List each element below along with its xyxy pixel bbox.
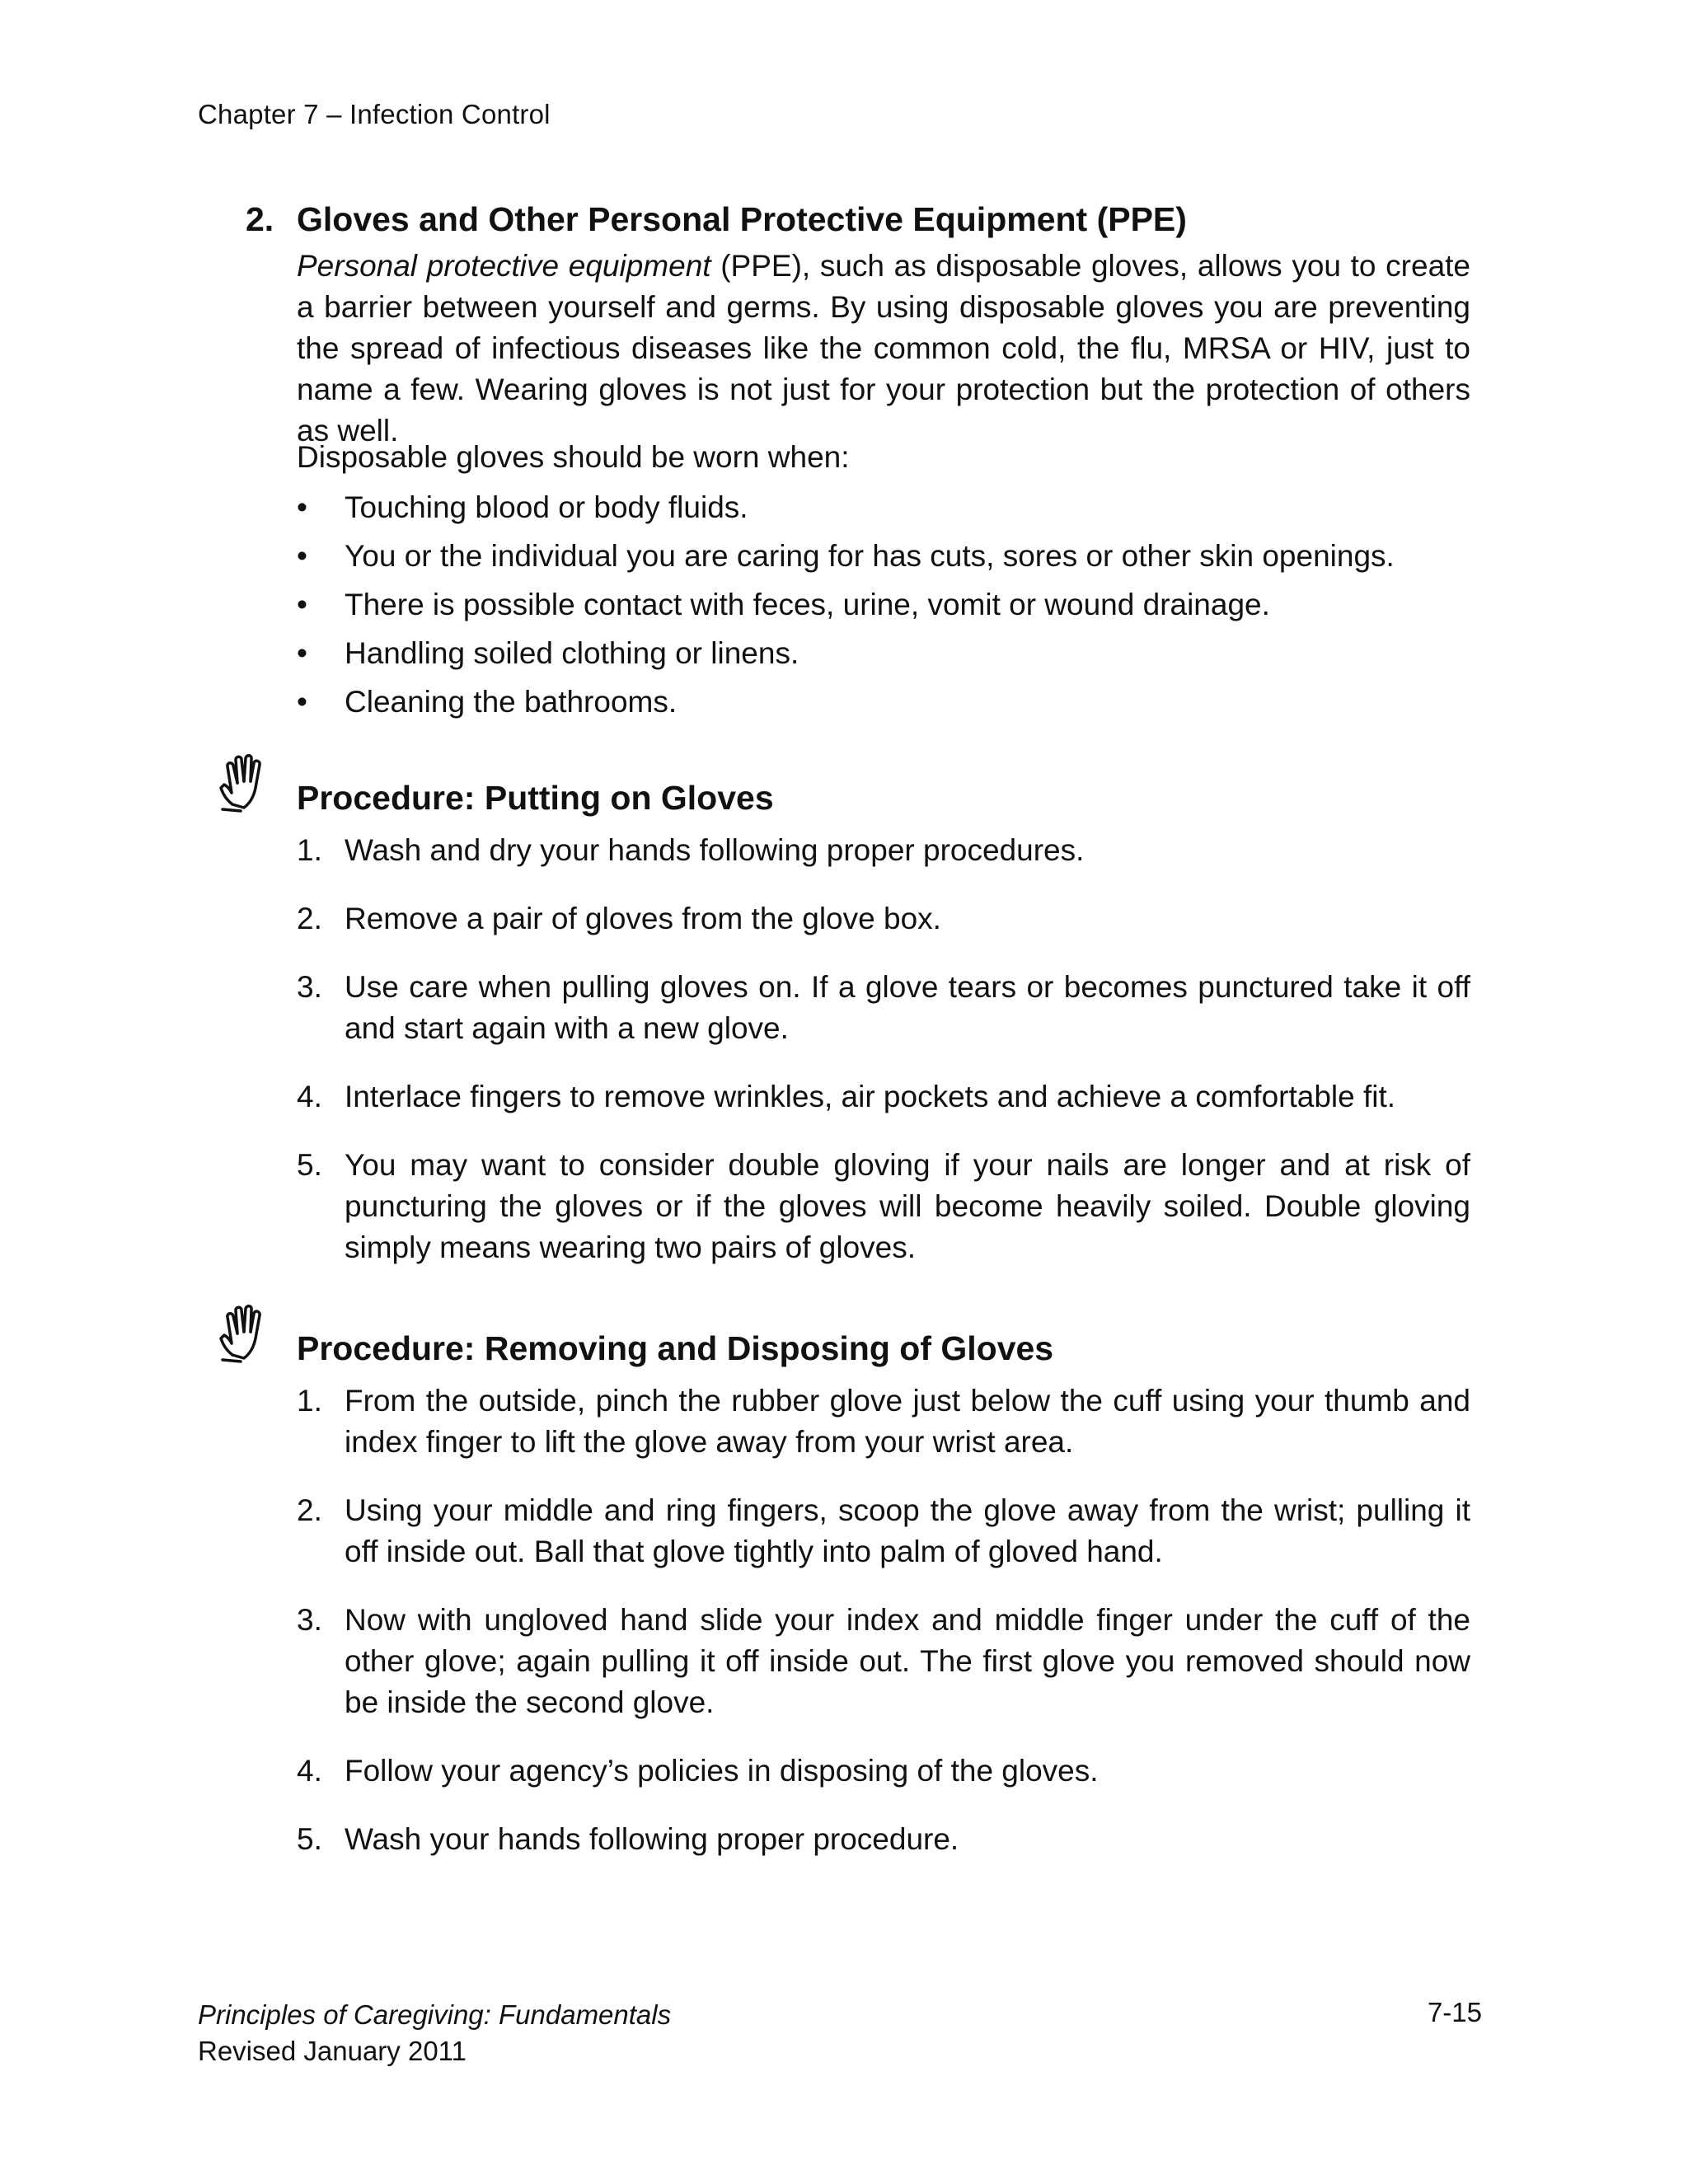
bullet-symbol: •	[297, 636, 307, 670]
list-item: 1. From the outside, pinch the rubber glove just below the cuff using your thumb and index finger to lift the glove away from your wrist area.	[297, 1384, 1470, 1459]
intro-text: (PPE), such as disposable gloves, allows you to create a barrier between yourself and germs. By using disposable gloves you are preventing the spread of infectious diseases like the common cold, the flu, MRSA or HIV, just to name a few. Wearing gloves is not just for your protection but the protection of others as well.	[297, 249, 1470, 448]
page-number: 7-15	[1427, 1997, 1482, 2027]
section-number: 2.	[246, 200, 274, 238]
procedure-title: Procedure: Removing and Disposing of Gloves	[297, 1329, 1054, 1367]
list-item: 3. Now with ungloved hand slide your index and middle finger under the cuff of the other glove; again pulling it off inside out. The first glove you removed should now be inside the second glove.	[297, 1603, 1470, 1719]
list-item: 1. Wash and dry your hands following proper procedures.	[297, 833, 1085, 867]
bullet-block	[297, 437, 1470, 726]
list-item: • There is possible contact with feces, urine, vomit or wound drainage.	[297, 580, 1470, 629]
hand-icon	[216, 752, 279, 814]
bullet-list	[297, 483, 1470, 726]
list-item: 4. Follow your agency’s policies in disposing of the gloves.	[297, 1754, 1099, 1788]
list-item: • Touching blood or body fluids.	[297, 483, 1470, 532]
hand-icon	[216, 1302, 279, 1365]
intro-paragraph	[297, 246, 1470, 452]
list-item: 2. Remove a pair of gloves from the glove box.	[297, 902, 941, 935]
list-item: 2. Using your middle and ring fingers, scoop the glove away from the wrist; pulling it off inside out. Ball that glove tightly into palm of gloved hand.	[297, 1493, 1470, 1568]
list-item: • Handling soiled clothing or linens.	[297, 629, 1470, 677]
footer-book-title: Principles of Caregiving: Fundamentals	[198, 1999, 672, 2030]
section-title: Gloves and Other Personal Protective Equipment (PPE)	[297, 200, 1187, 238]
list-item: 4. Interlace fingers to remove wrinkles, air pockets and achieve a comfortable fit.	[297, 1080, 1396, 1113]
bullet-symbol: •	[297, 490, 307, 524]
list-intro: Disposable gloves should be worn when:	[297, 440, 850, 474]
footer-revised: Revised January 2011	[198, 2036, 467, 2066]
list-item: 3. Use care when pulling gloves on. If a glove tears or becomes punctured take it off and start again with a new glove.	[297, 970, 1470, 1045]
list-item: • Cleaning the bathrooms.	[297, 677, 1470, 726]
intro-term: Personal protective equipment	[297, 249, 711, 283]
bullet-symbol: •	[297, 588, 307, 621]
procedure-steps-removing	[297, 1380, 1470, 1887]
bullet-symbol: •	[297, 685, 307, 719]
list-item: • You or the individual you are caring for has cuts, sores or other skin openings.	[297, 532, 1470, 580]
procedure-steps-putting-on	[297, 830, 1470, 1296]
page-footer	[198, 1997, 671, 2069]
list-item: 5. You may want to consider double gloving if your nails are longer and at risk of puncturing the gloves or if the gloves will become heavily soiled. Double gloving simply means wearing two pairs of gloves.	[297, 1148, 1470, 1264]
bullet-symbol: •	[297, 539, 307, 573]
page-header: Chapter 7 – Infection Control	[198, 99, 551, 129]
procedure-title: Procedure: Putting on Gloves	[297, 779, 774, 817]
list-item: 5. Wash your hands following proper procedure.	[297, 1822, 959, 1856]
section-heading	[246, 200, 1187, 239]
